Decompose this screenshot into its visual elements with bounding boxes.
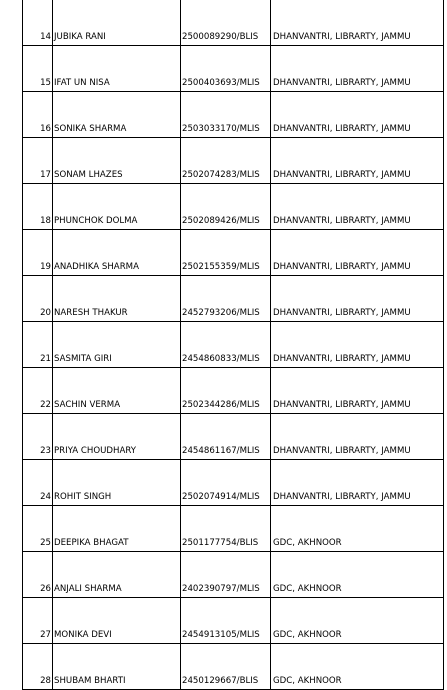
student-name-cell: ANADHIKA SHARMA	[53, 230, 181, 276]
student-name-cell: NARESH THAKUR	[53, 276, 181, 322]
serial-number-cell: 16	[23, 92, 53, 138]
center-cell: GDC, AKHNOOR	[271, 598, 444, 644]
table-row	[23, 644, 444, 690]
table-body	[23, 0, 444, 690]
spreadsheet-page	[22, 0, 443, 686]
serial-number-cell: 17	[23, 138, 53, 184]
registration-code-cell: 2502089426/MLIS	[181, 184, 271, 230]
registration-code-cell: 2454860833/MLIS	[181, 322, 271, 368]
serial-number-cell: 21	[23, 322, 53, 368]
center-cell: DHANVANTRI, LIBRARTY, JAMMU	[271, 0, 444, 46]
center-cell: DHANVANTRI, LIBRARTY, JAMMU	[271, 46, 444, 92]
serial-number-cell: 15	[23, 46, 53, 92]
registration-code-cell: 2454861167/MLIS	[181, 414, 271, 460]
table-row	[23, 552, 444, 598]
student-name-cell: ROHIT SINGH	[53, 460, 181, 506]
table-row	[23, 460, 444, 506]
registration-code-cell: 2450129667/BLIS	[181, 644, 271, 690]
registration-code-cell: 2503033170/MLIS	[181, 92, 271, 138]
table-row	[23, 322, 444, 368]
registration-code-cell: 2502074283/MLIS	[181, 138, 271, 184]
serial-number-cell: 23	[23, 414, 53, 460]
table-row	[23, 0, 444, 46]
student-name-cell: PRIYA CHOUDHARY	[53, 414, 181, 460]
serial-number-cell: 24	[23, 460, 53, 506]
table-row	[23, 138, 444, 184]
serial-number-cell: 20	[23, 276, 53, 322]
registration-code-cell: 2500089290/BLIS	[181, 0, 271, 46]
student-name-cell: IFAT UN NISA	[53, 46, 181, 92]
table-row	[23, 92, 444, 138]
center-cell: DHANVANTRI, LIBRARTY, JAMMU	[271, 138, 444, 184]
serial-number-cell: 27	[23, 598, 53, 644]
center-cell: DHANVANTRI, LIBRARTY, JAMMU	[271, 368, 444, 414]
table-row	[23, 46, 444, 92]
student-name-cell: MONIKA DEVI	[53, 598, 181, 644]
center-cell: GDC, AKHNOOR	[271, 644, 444, 690]
table-row	[23, 230, 444, 276]
student-name-cell: ANJALI SHARMA	[53, 552, 181, 598]
student-name-cell: SASMITA GIRI	[53, 322, 181, 368]
table-row	[23, 276, 444, 322]
registration-code-cell: 2452793206/MLIS	[181, 276, 271, 322]
registration-code-cell: 2502074914/MLIS	[181, 460, 271, 506]
serial-number-cell: 26	[23, 552, 53, 598]
center-cell: DHANVANTRI, LIBRARTY, JAMMU	[271, 414, 444, 460]
serial-number-cell: 28	[23, 644, 53, 690]
student-name-cell: SONIKA SHARMA	[53, 92, 181, 138]
center-cell: GDC, AKHNOOR	[271, 552, 444, 598]
registration-code-cell: 2500403693/MLIS	[181, 46, 271, 92]
center-cell: GDC, AKHNOOR	[271, 506, 444, 552]
center-cell: DHANVANTRI, LIBRARTY, JAMMU	[271, 184, 444, 230]
table-row	[23, 184, 444, 230]
student-name-cell: SHUBAM BHARTI	[53, 644, 181, 690]
table-row	[23, 414, 444, 460]
student-name-cell: DEEPIKA BHAGAT	[53, 506, 181, 552]
registration-code-cell: 2501177754/BLIS	[181, 506, 271, 552]
registration-code-cell: 2402390797/MLIS	[181, 552, 271, 598]
student-name-cell: PHUNCHOK DOLMA	[53, 184, 181, 230]
serial-number-cell: 14	[23, 0, 53, 46]
center-cell: DHANVANTRI, LIBRARTY, JAMMU	[271, 460, 444, 506]
table-row	[23, 368, 444, 414]
center-cell: DHANVANTRI, LIBRARTY, JAMMU	[271, 276, 444, 322]
center-cell: DHANVANTRI, LIBRARTY, JAMMU	[271, 322, 444, 368]
student-name-cell: SACHIN VERMA	[53, 368, 181, 414]
serial-number-cell: 25	[23, 506, 53, 552]
table-row	[23, 506, 444, 552]
center-cell: DHANVANTRI, LIBRARTY, JAMMU	[271, 92, 444, 138]
serial-number-cell: 22	[23, 368, 53, 414]
serial-number-cell: 19	[23, 230, 53, 276]
student-name-cell: SONAM LHAZES	[53, 138, 181, 184]
registration-code-cell: 2454913105/MLIS	[181, 598, 271, 644]
data-table	[22, 0, 444, 690]
registration-code-cell: 2502155359/MLIS	[181, 230, 271, 276]
registration-code-cell: 2502344286/MLIS	[181, 368, 271, 414]
student-name-cell: JUBIKA RANI	[53, 0, 181, 46]
table-row	[23, 598, 444, 644]
serial-number-cell: 18	[23, 184, 53, 230]
center-cell: DHANVANTRI, LIBRARTY, JAMMU	[271, 230, 444, 276]
